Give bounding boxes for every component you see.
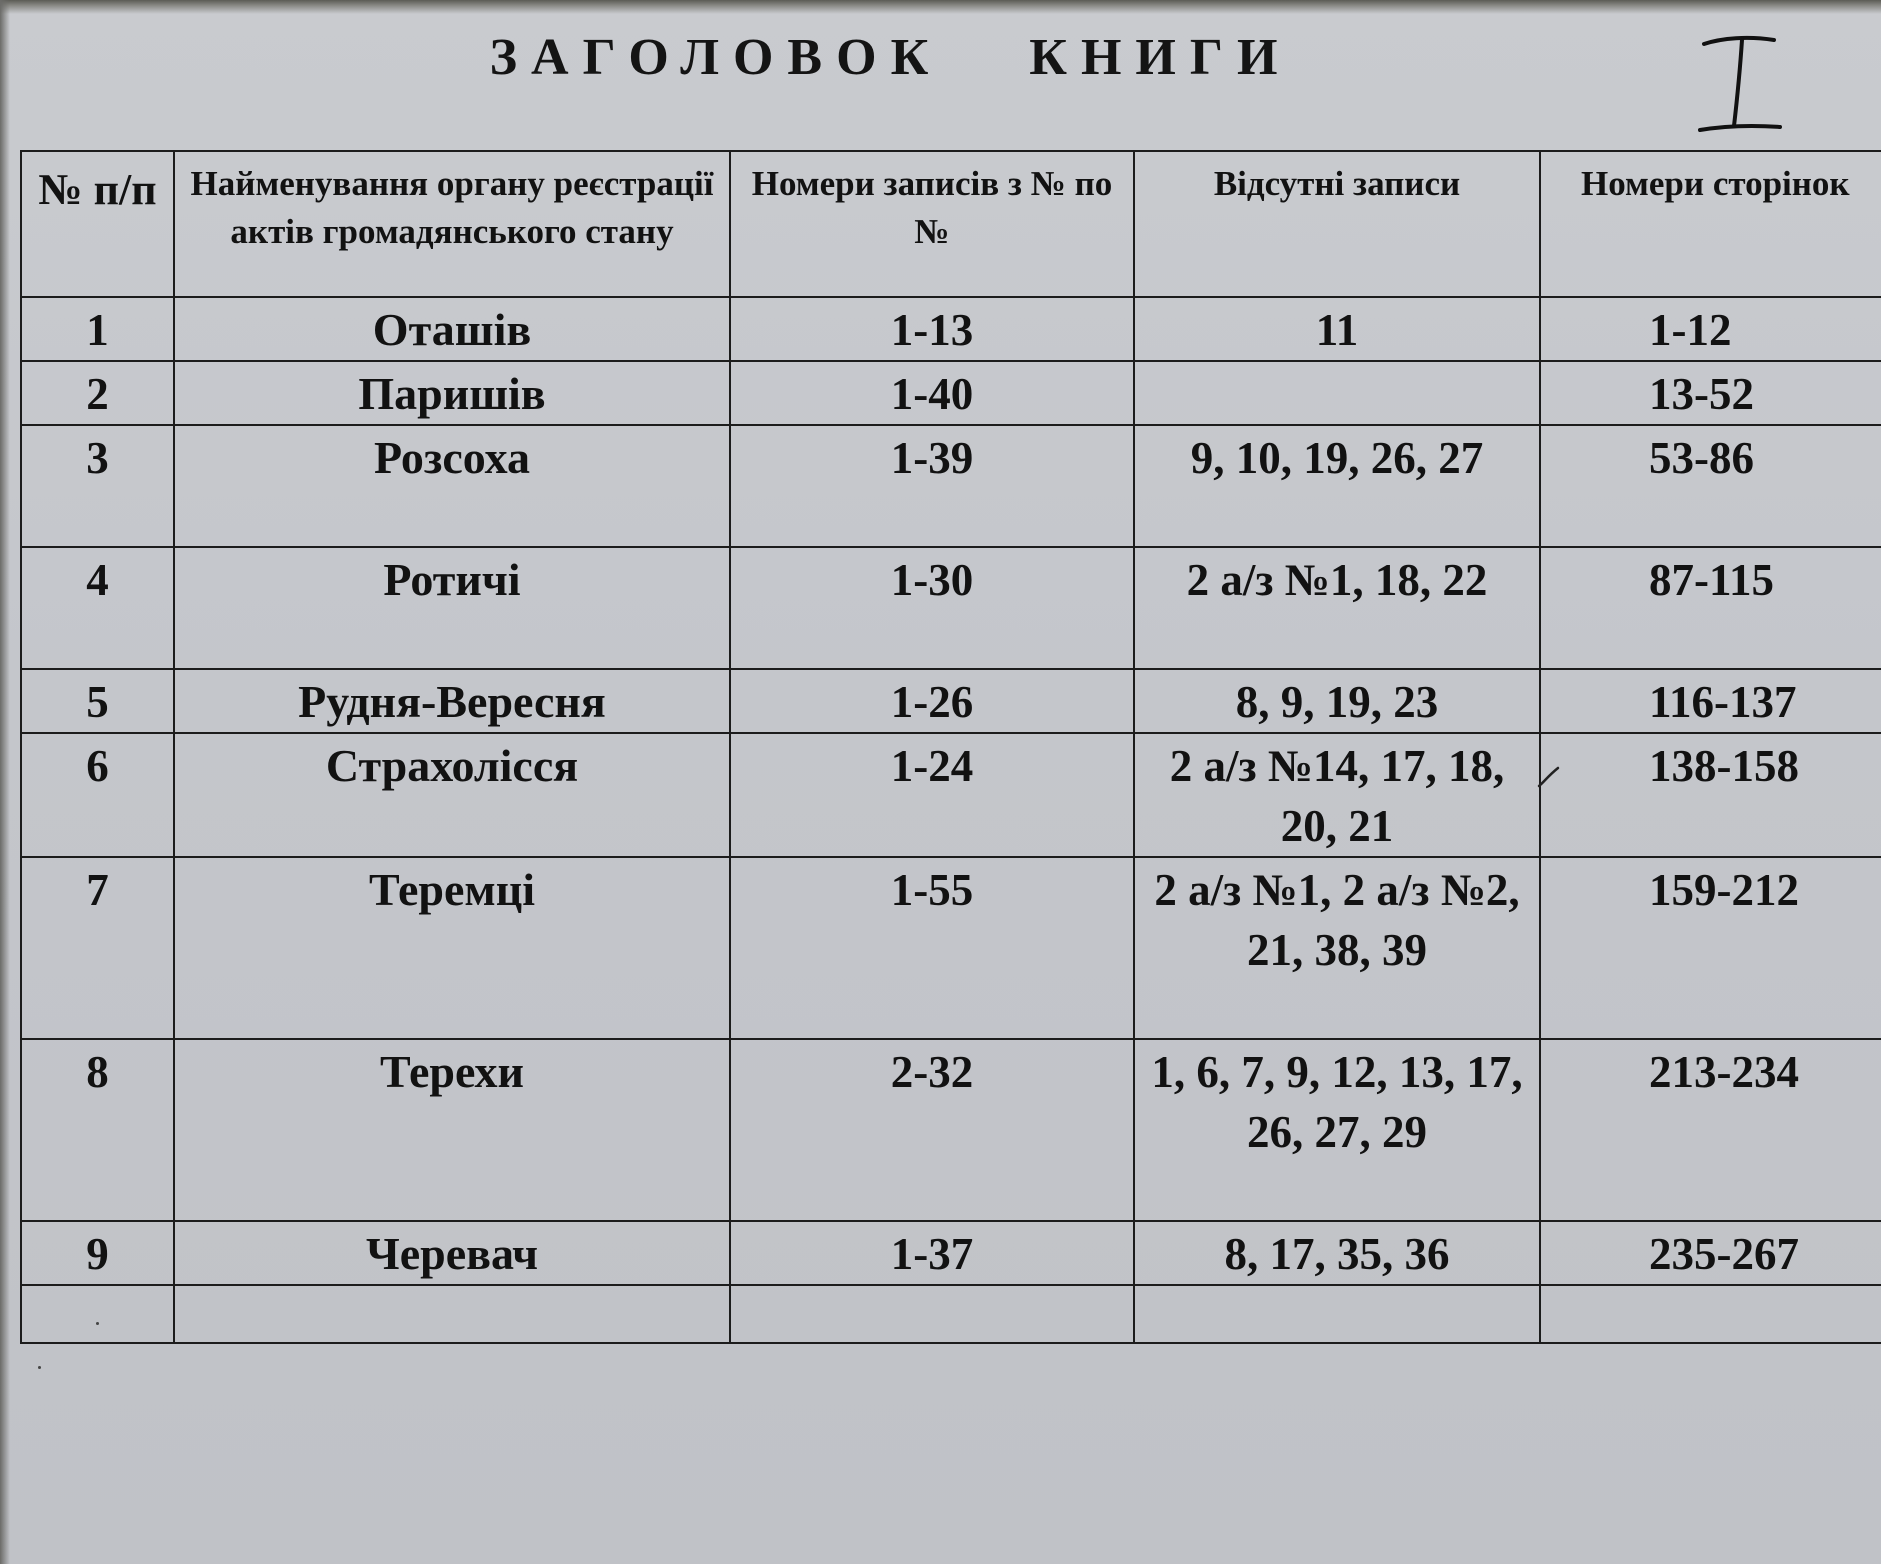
header-record-numbers: Номери записів з № по № [730, 151, 1134, 297]
row-office-name: Теремці [174, 857, 730, 1039]
table-header-row [21, 151, 1881, 297]
row-page-range: 1-12 [1540, 297, 1881, 361]
page-left-shadow [0, 0, 10, 1564]
table-row [21, 361, 1881, 425]
row-office-name: Черевач [174, 1221, 730, 1285]
row-page-range: 235-267 [1540, 1221, 1881, 1285]
row-missing-records: 8, 9, 19, 23 [1134, 669, 1540, 733]
row-office-name: Розсоха [174, 425, 730, 547]
row-page-range: 159-212 [1540, 857, 1881, 1039]
row-number: 3 [21, 425, 174, 547]
row-missing-records: 2 а/з №1, 2 а/з №2, 21, 38, 39 [1134, 857, 1540, 1039]
row-number: 4 [21, 547, 174, 669]
row-number: 6 [21, 733, 174, 857]
row-number [21, 1285, 174, 1343]
row-office-name: Оташів [174, 297, 730, 361]
row-record-range: 2-32 [730, 1039, 1134, 1221]
row-record-range: 1-55 [730, 857, 1134, 1039]
row-page-range [1540, 1285, 1881, 1343]
header-registry-office: Найменування органу реєстрації актів громадянського стану [174, 151, 730, 297]
pen-check-mark [1536, 764, 1562, 790]
table-row [21, 1221, 1881, 1285]
row-number: 7 [21, 857, 174, 1039]
row-record-range [730, 1285, 1134, 1343]
document-title: ЗАГОЛОВОК КНИГИ [489, 29, 1292, 86]
row-page-range: 87-115 [1540, 547, 1881, 669]
row-page-range: 13-52 [1540, 361, 1881, 425]
row-office-name: Терехи [174, 1039, 730, 1221]
row-missing-records: 11 [1134, 297, 1540, 361]
table-row [21, 425, 1881, 547]
table-row [21, 857, 1881, 1039]
row-page-range: 53-86 [1540, 425, 1881, 547]
row-record-range: 1-13 [730, 297, 1134, 361]
row-office-name: Ротичі [174, 547, 730, 669]
registry-table [20, 150, 1881, 1344]
paper-speck [96, 1322, 99, 1325]
row-record-range: 1-30 [730, 547, 1134, 669]
row-missing-records [1134, 1285, 1540, 1343]
row-missing-records: 1, 6, 7, 9, 12, 13, 17, 26, 27, 29 [1134, 1039, 1540, 1221]
row-record-range: 1-26 [730, 669, 1134, 733]
table-row [21, 669, 1881, 733]
paper-speck [38, 1366, 41, 1369]
row-number: 1 [21, 297, 174, 361]
row-record-range: 1-40 [730, 361, 1134, 425]
row-missing-records: 2 а/з №14, 17, 18, 20, 21 [1134, 733, 1540, 857]
row-office-name: Паришів [174, 361, 730, 425]
row-office-name: Страхолісся [174, 733, 730, 857]
header-number: № п/п [21, 151, 174, 297]
header-page-numbers: Номери сторінок [1540, 151, 1881, 297]
row-office-name [174, 1285, 730, 1343]
table-row-empty [21, 1285, 1881, 1343]
row-number: 5 [21, 669, 174, 733]
row-missing-records [1134, 361, 1540, 425]
row-missing-records: 8, 17, 35, 36 [1134, 1221, 1540, 1285]
row-number: 9 [21, 1221, 174, 1285]
row-number: 2 [21, 361, 174, 425]
row-number: 8 [21, 1039, 174, 1221]
row-missing-records: 2 а/з №1, 18, 22 [1134, 547, 1540, 669]
table-row [21, 547, 1881, 669]
table-row [21, 733, 1881, 857]
row-page-range: 213-234 [1540, 1039, 1881, 1221]
handwritten-volume-mark [1690, 30, 1790, 140]
row-page-range: 138-158 [1540, 733, 1881, 857]
row-missing-records: 9, 10, 19, 26, 27 [1134, 425, 1540, 547]
row-office-name: Рудня-Вересня [174, 669, 730, 733]
row-record-range: 1-24 [730, 733, 1134, 857]
header-missing-records: Відсутні записи [1134, 151, 1540, 297]
table-row [21, 297, 1881, 361]
row-record-range: 1-37 [730, 1221, 1134, 1285]
row-page-range: 116-137 [1540, 669, 1881, 733]
row-record-range: 1-39 [730, 425, 1134, 547]
page-top-shadow [0, 0, 1881, 14]
table-row [21, 1039, 1881, 1221]
